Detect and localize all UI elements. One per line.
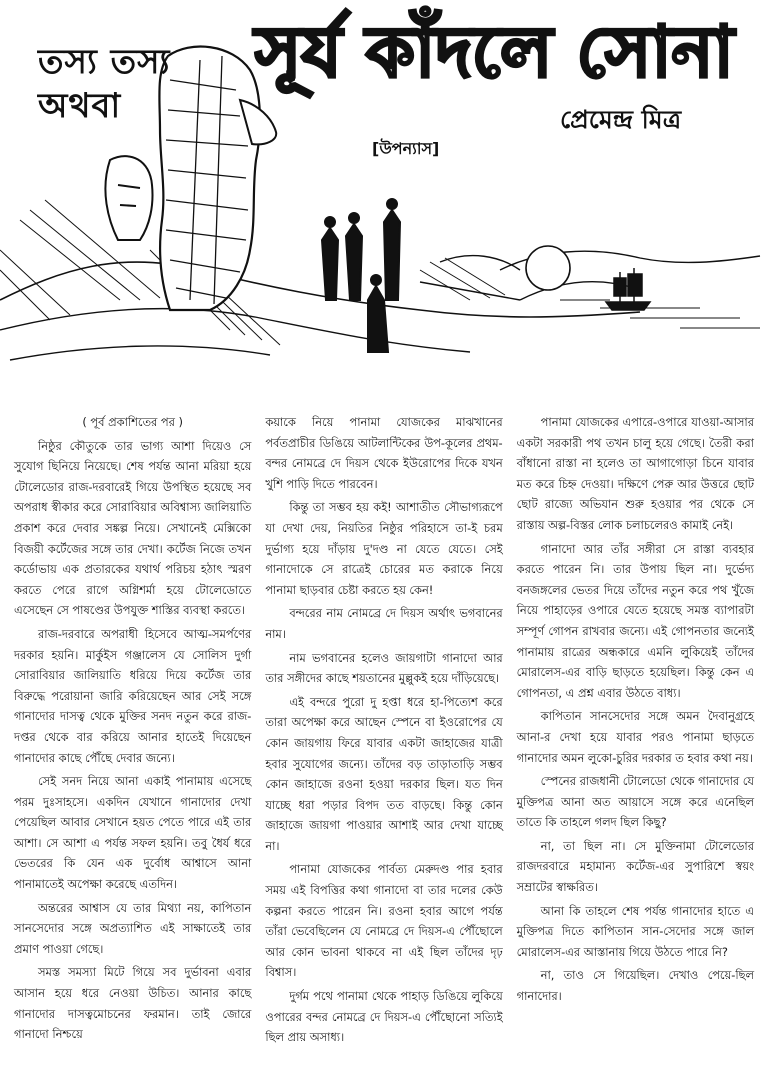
paragraph: না, তাও সে গিয়েছিল। দেখাও পেয়ে-ছিল গানাদোর। [516, 968, 754, 1004]
paragraph: স্পেনের রাজধানী টোলেডো থেকে গানাদোর যে মুক্তিপত্র আনা অত আয়াসে সঙ্গে করে এনেছিল তাতে কি তাহলে গলদ ছিল কিছু? [516, 774, 754, 830]
paragraph: এই বন্দরে পুরো দু হপ্তা ধরে হা-পিত্যেশ করে তারা অপেক্ষা করে আছেন স্পেনে বা ইওরোপের যে কোন জায়গায় ফিরে যাবার একটা জাহাজের যাত্রী হবার সুযোগের জন্যে। তাঁদের বড় তাড়াতাড়ি সম্ভব কোন জাহাজে রওনা হওয়া দরকার ছিল। যত দিন যাচ্ছে ধরা পড়ার বিপদ তত বাড়ছে। কিন্তু কোন জাহাজে জায়গা পাওয়ার আশাই আর দেখা যাচ্ছে না। [265, 694, 503, 853]
text-column-2 [265, 412, 502, 1080]
paragraph: নাম ভগবানের হলেও জায়গাটা গানাদো আর তার সঙ্গীদের কাছে শয়তানের মুল্লুকই হয়ে দাঁড়িয়েছে। [265, 650, 503, 686]
paragraph: পানামা যোজকের পার্বত্য মেরুদণ্ড পার হবার সময় এই বিপত্তির কথা গানাদো বা তার দলের কেউ কল্পনা করতে পারেন নি। রওনা হবার আগে পর্যন্ত তাঁরা ভেবেছিলেন যে নোমব্রে দে দিয়স-এ পৌঁছোলে আর কোন ভাবনা থাকবে না এই ছিল তাঁদের দৃঢ় বিশ্বাস। [265, 862, 503, 980]
series-title-line-2: অথবা [38, 86, 122, 126]
story-title: সূর্য কাঁদলে সোনা [255, 10, 734, 93]
series-title-line-1: তস্য তস্য [38, 42, 171, 82]
paragraph: অন্তরের আশ্বাস যে তার মিথ্যা নয়, কাপিতান সানসেদোর সঙ্গে অপ্রত্যাশিত এই সাক্ষাতেই তার প্রমাণ পাওয়া গেছে। [14, 900, 252, 956]
title-banner [0, 0, 768, 400]
paragraph: না, তা ছিল না। সে মুক্তিনামা টোলেডোর রাজদরবারে মহামান্য কর্টেজ-এর সুপারিশে স্বয়ং সম্রাটের স্বাক্ষরিত। [516, 838, 754, 895]
paragraph: রাজ-দরবারে অপরাধী হিসেবে আত্ম-সমর্পণের দরকার হয়নি। মার্কুইস গঞ্জালেস যে সোলিস দুর্গা সোরাবিয়ার জালিয়াতি ধরিয়ে দিয়ে কর্টেজ তার বিরুদ্ধে পরোয়ানা জারি করিয়েছেন আর সেই সঙ্গে গানাদোর দাসত্ব থেকে মুক্তির সনদ নতুন করে রাজ-দপ্তর থেকে বার করিয়ে আনার হাতেই দিয়েছেন গানাদোর কাছে পৌঁছে দেবার জন্যে। [14, 626, 252, 765]
article-body [14, 412, 754, 1080]
paragraph: সমস্ত সমস্যা মিটে গিয়ে সব দুর্ভাবনা এবার আসান হয়ে ধরে নেওয়া উচিত। আনার কাছে গানাদোর দাসত্বমোচনের ফরমান। তাই জোরে গানাদো নিশ্চয়ে [14, 965, 252, 1042]
paragraph: নিষ্ঠুর কৌতুকে তার ভাগ্য আশা দিয়েও সে সুযোগ ছিনিয়ে নিয়েছে। শেষ পর্যন্ত আনা মরিয়া হয়ে টোলেডোর রাজ-দরবারেই গিয়ে উপস্থিত হয়েছে সব অপরাধ স্বীকার করে সোরাবিয়ার অবিশ্বাস্য জালিয়াতি প্রকাশ করে দেবার সঙ্কল্প নিয়ে। সেখানেই মেক্সিকো বিজয়ী কর্টেজের সঙ্গে তার দেখা। কর্টেজ নিজে তখন কর্ডোভায় এক প্রতারকের যথার্থ পরিচয় হঠাৎ স্মরণ করতে পেরে রাগে অগ্নিশর্মা হয়ে টোলেডোতে এসেছেন সে পাষণ্ডের উপযুক্ত শাস্তির ব্যবস্থা করতে। [14, 438, 252, 618]
paragraph: পানামা যোজকের এপারে-ওপারে যাওয়া-আসার একটা সরকারী পথ তখন চালু হয়ে গেছে। তৈরী করা বাঁধানো রাস্তা না হলেও তা আগাগোড়া চিনে যাবার মত করে চিহ্ন দেওয়া। দক্ষিণে পেরু আর উত্তরে ছোট ছোট রাজ্যে অভিযান শুরু হওয়ার পর থেকে সে রাস্তায় অল্প-বিস্তর লোক চলাচলেরও কামাই নেই। [516, 415, 754, 532]
paragraph: কয়াকে নিয়ে পানামা যোজকের মাঝখানের পর্বতপ্রাচীর ডিঙিয়ে আটলান্টিকের উপ-কূলের প্রথম-বন্দর নোমব্রে দে দিয়স থেকে ইউরোপের দিকে যখন খুশি পাড়ি দিতে পারবেন। [265, 415, 503, 491]
paragraph: গানাদো আর তাঁর সঙ্গীরা সে রাস্তা ব্যবহার করতে পারেন নি। তার উপায় ছিল না। দুর্ভেদ্য বনজঙ্গলের ভেতর দিয়ে তাঁদের নতুন করে পথ খুঁজে নিয়ে পাহাড়ের ওপারে যেতে হয়েছে সমস্ত ব্যাপারটা সম্পূর্ণ গোপন রাখবার জন্যে। এই গোপনতার জন্যেই পানামায় রাত্রের অন্ধকারে এমনি লুকিয়েই তাঁদের মোরালেস-এর বাড়ি ছাড়তে হয়েছিল। কিন্তু কেন এ গোপনতা, এ প্রশ্ন এবার উঠতে বাধ্য। [516, 541, 754, 700]
paragraph: দুর্গম পথে পানামা থেকে পাহাড় ডিঙিয়ে লুকিয়ে ওপারের বন্দর নোমব্রে দে দিয়স-এ পৌঁছোনো সত্যিই ছিল প্রায় অসাধ্য। [265, 989, 503, 1045]
genre-label: [উপন্যাস] [372, 139, 440, 158]
paragraph: বন্দরের নাম নোমব্রে দে দিয়স অর্থাৎ ভগবানের নাম। [265, 606, 503, 641]
paragraph: আনা কি তাহলে শেষ পর্যন্ত গানাদোর হাতে এ মুক্তিপত্র দিতে কাপিতান সান-সেদোর সঙ্গে জাল মোরালেস-এর আস্তানায় গিয়ে উঠতে পারে নি? [516, 903, 754, 959]
paragraph: সেই সনদ নিয়ে আনা একাই পানামায় এসেছে পরম দুঃসাহসে। একদিন যেখানে গানাদোর দেখা পেয়েছিল আবার সেখানে হয়ত পেতে পারে এই তার আশা। সে আশা এ পর্যন্ত সফল হয়নি। তবু ধৈর্য ধরে ভেতরের কি যেন এক দুর্বোধ আশ্বাসে আনা পানামাতেই অপেক্ষা করেছে এতদিন। [14, 774, 252, 892]
author-name: প্রেমেন্দ্র মিত্র [560, 105, 682, 134]
paragraph: কাপিতান সানসেদোর সঙ্গে অমন দৈবানুগ্রহে আনা-র দেখা হয়ে যাবার পরও পানামা ছাড়তে গানাদোর অমন লুকো-চুরির দরকার ত হবার কথা নয়। [516, 709, 754, 765]
continued-note: ( পূর্ব প্রকাশিতের পর ) [82, 415, 183, 429]
text-column-1 [14, 412, 251, 1080]
paragraph: কিন্তু তা সম্ভব হয় কই! আশাতীত সৌভাগ্যরূপে যা দেখা দেয়, নিয়তির নিষ্ঠুর পরিহাসে তা-ই চরম দুর্ভাগ্য হয়ে দাঁড়ায় দু'দণ্ড না যেতে যেতে। সেই গানাদোকে সে রাত্রেই চোরের মত করাকে নিয়ে পানামা ছাড়বার চেষ্টা করতে হয় কেন! [265, 500, 503, 597]
text-column-3 [517, 412, 754, 1080]
